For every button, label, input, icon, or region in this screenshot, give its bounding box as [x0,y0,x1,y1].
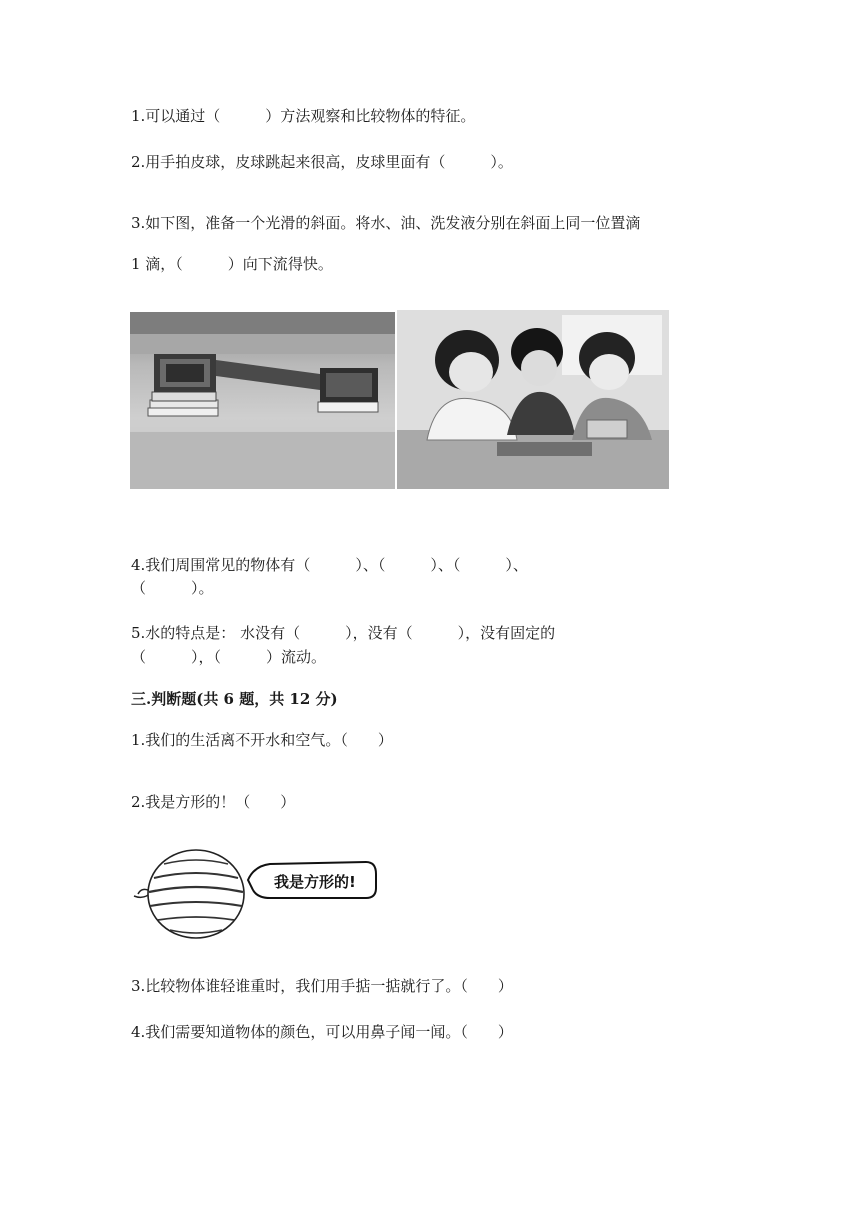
fill-question-4-line-2: （ ）。 [131,579,214,597]
fill-question-3-line-1: 3.如下图，准备一个光滑的斜面。将水、油、洗发液分别在斜面上同一位置滴 [131,214,641,232]
judge-question-3: 3.比较物体谁轻谁重时，我们用手掂一掂就行了。（ ） [131,977,513,995]
fill-question-5-line-2: （ ），（ ）流动。 [131,648,327,666]
judge-question-4: 4.我们需要知道物体的颜色，可以用鼻子闻一闻。（ ） [131,1023,513,1041]
speech-bubble-text: 我是方形的! [274,873,356,891]
fill-question-2: 2.用手拍皮球，皮球跳起来很高，皮球里面有（ ）。 [131,153,513,171]
watermelon-illustration [130,848,378,940]
section-3-title: 三.判断题(共 6 题，共 12 分) [131,690,338,708]
fill-question-3-line-2: 1 滴，（ ）向下流得快。 [131,255,333,273]
fill-question-4-line-1: 4.我们周围常见的物体有（ ）、（ ）、（ ）、 [131,556,528,574]
fill-question-1: 1.可以通过（ ）方法观察和比较物体的特征。 [131,107,476,125]
judge-question-2: 2.我是方形的！（ ） [131,793,296,811]
judge-question-1: 1.我们的生活离不开水和空气。（ ） [131,731,393,749]
slope-experiment-photo [130,312,395,489]
children-observing-photo [397,310,669,489]
fill-question-5-line-1: 5.水的特点是： 水没有（ ），没有（ ），没有固定的 [131,624,556,642]
